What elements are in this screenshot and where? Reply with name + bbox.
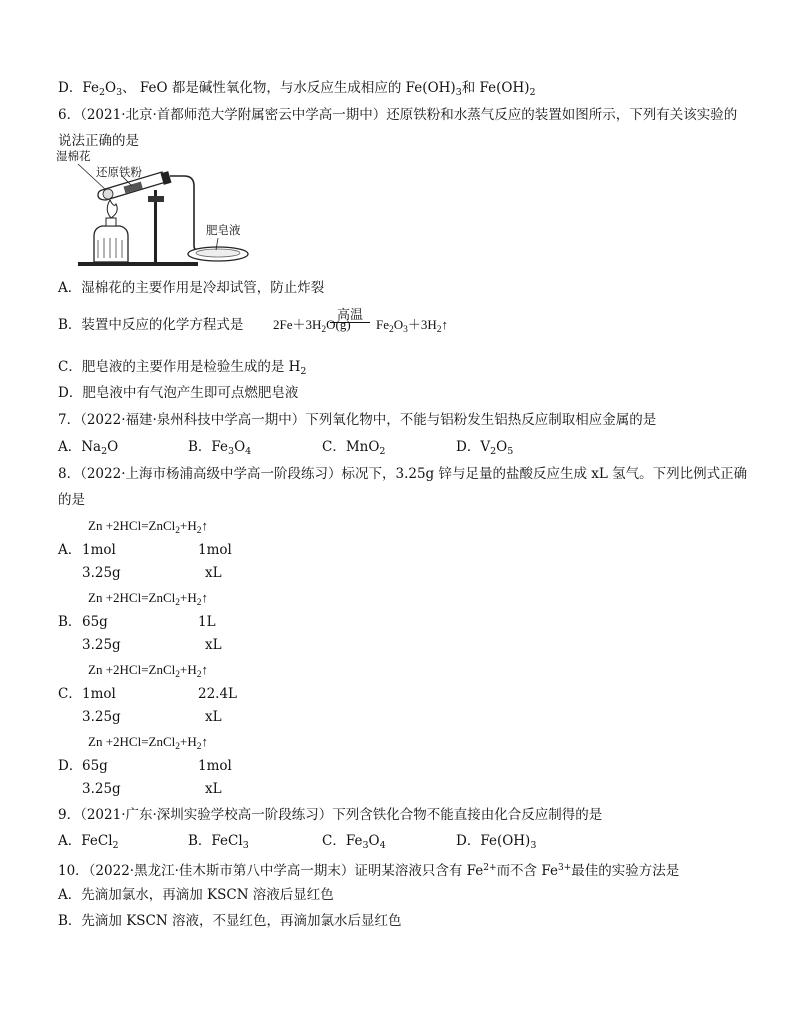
q6b-lhs: 2Fe＋3H [273, 317, 322, 332]
q7b: B．Fe [188, 439, 229, 455]
q6b-prefix: B．装置中反应的化学方程式是 [58, 317, 244, 333]
clamp [148, 196, 164, 202]
q8-ratio-bottom-left: 3.25g [82, 709, 121, 725]
q7-option-d: D．$V_2O_5$ [456, 439, 514, 457]
sub: 2 [175, 742, 180, 752]
sub: 3 [455, 87, 462, 98]
sub: 2 [321, 325, 327, 335]
eq-h: +H [180, 590, 197, 605]
q9b: B．FeCl [188, 833, 243, 849]
q9-stem: 9．（2021·广东·深圳实验学校高一阶段练习）下列含铁化合物不能直接由化合反应制得的是 [58, 807, 603, 823]
eq-text: Zn +2HCl=ZnCl [88, 518, 176, 533]
q9-option-a [58, 832, 119, 855]
eq-h: +H [180, 734, 197, 749]
q8-ratio-top-left: 65g [82, 758, 108, 774]
sub: 2 [379, 446, 386, 457]
q5d-o: O [105, 80, 117, 96]
delivery-tube [170, 176, 216, 250]
q7-stem: 7．（2022·福建·泉州科技中学高一期中）下列氧化物中，不能与铝粉发生铝热反应制取相应金属的是 [58, 412, 657, 428]
sup: 2+ [483, 863, 497, 873]
eq-text: Zn +2HCl=ZnCl [88, 734, 176, 749]
q7-option-b: B．$Fe_3O_4$ [188, 439, 252, 457]
q8-ratio-top-right: 1mol [198, 542, 232, 558]
q8-ratio-bottom-left: 3.25g [82, 637, 121, 653]
q8-equation [88, 589, 208, 612]
sub: 2 [98, 87, 105, 98]
q6b-reaction-line [330, 322, 370, 323]
q7-option-c [322, 438, 385, 461]
q8-ratio-top-left: 65g [82, 614, 108, 630]
q10-stem-a: 10．（2022·黑龙江·佳木斯市第八中学高一期末）证明某溶液只含有 Fe [58, 863, 484, 879]
q6b-rhs2: O [393, 317, 404, 332]
q9c: C．Fe [322, 833, 363, 849]
q5-option-d [58, 79, 536, 102]
q8-equation [88, 661, 208, 684]
eq-h: +H [180, 662, 197, 677]
sub: 3 [403, 325, 408, 335]
gas-arrow: ↑ [201, 734, 208, 749]
sub: 4 [245, 446, 252, 457]
q6-option-d: D．肥皂液中有气泡产生即可点燃肥皂液 [58, 385, 299, 401]
q6b-equation-rhs [376, 316, 448, 339]
gas-arrow: ↑ [201, 662, 208, 677]
sub: 4 [379, 840, 386, 851]
sub: 2 [101, 446, 108, 457]
q9d: D．Fe(OH) [456, 833, 531, 849]
q8-stem-line2: 的是 [58, 492, 85, 508]
q10-stem-b: 而不含 Fe [496, 863, 558, 879]
q8-ratio-top-left: 1mol [82, 542, 116, 558]
q6b-lhs2: O(g) [326, 317, 351, 332]
q7-option-a: A．$Na_2O$ [58, 439, 119, 457]
q10-stem-c: 最佳的实验方法是 [571, 863, 680, 879]
sub: 2 [175, 598, 180, 608]
q6b-condition-high-temp: 高温 [337, 308, 364, 323]
q6b-rhs3: ＋3H [407, 317, 437, 332]
q8-option-letter: A． [58, 542, 82, 558]
q7c: C．MnO [322, 439, 380, 455]
q6-option-c [58, 358, 306, 381]
q8-stem-line1: 8．（2022·上海市杨浦高级中学高一阶段练习）标况下，3.25g 锌与足量的盐酸反应生成 xL 氢气。下列比例式正确 [58, 466, 748, 482]
gas-arrow: ↑ [201, 590, 208, 605]
q10-option-a: A．先滴加氯水，再滴加 KSCN 溶液后显红色 [58, 887, 334, 903]
q5d-text2: 和 Fe(OH) [461, 80, 530, 96]
sub: 2 [175, 526, 180, 536]
sup: 3+ [557, 863, 572, 873]
q8-ratio-top-left: 1mol [82, 686, 116, 702]
q8-ratio-bottom-left: 3.25g [82, 781, 121, 797]
sub: 3 [362, 840, 369, 851]
sub: 2 [175, 670, 180, 680]
alcohol-lamp [94, 226, 128, 262]
q9a: A．FeCl [58, 833, 113, 849]
sub: 3 [228, 446, 235, 457]
q9-option-b [188, 832, 249, 855]
label-soap-solution: 肥皂液 [206, 223, 241, 237]
q6-option-b [58, 316, 243, 334]
q9-option-c: C．$Fe_3O_4$ [322, 833, 386, 851]
eq-text: Zn +2HCl=ZnCl [88, 662, 176, 677]
q7d: D．V [456, 439, 491, 455]
sub: 3 [242, 840, 249, 851]
sub: 2 [490, 446, 497, 457]
flame [107, 200, 117, 218]
q5d-text: 、 FeO 都是碱性氧化物，与水反应生成相应的 Fe(OH) [122, 80, 456, 96]
sub: 5 [507, 446, 514, 457]
q8-ratio-top-right: 1L [198, 614, 216, 630]
sub: 2 [196, 526, 202, 536]
apparatus-drawing [58, 150, 258, 272]
sub: 3 [530, 840, 537, 851]
gas-arrow: ↑ [201, 518, 208, 533]
q6b-rhs: Fe [376, 317, 389, 332]
q6-stem-line1: 6．（2021·北京·首都师范大学附属密云中学高一期中）还原铁粉和水蒸气反应的装置如图所示，下列有关该实验的 [58, 107, 738, 123]
sub: 2 [196, 598, 202, 608]
q8-ratio-top-right: 22.4L [198, 686, 238, 702]
q8-ratio-bottom-right: xL [205, 709, 222, 725]
sub: 2 [196, 670, 202, 680]
eq-h: +H [180, 518, 197, 533]
label-wet-cotton: 湿棉花 [56, 149, 91, 163]
sub: 2 [436, 325, 442, 335]
q8-option-letter: B． [58, 614, 82, 630]
q10-stem [58, 859, 679, 880]
q8-ratio-bottom-right: xL [205, 781, 222, 797]
q10-option-b: B．先滴加 KSCN 溶液，不显红色，再滴加氯水后显红色 [58, 913, 402, 929]
q8-option-letter: D． [58, 758, 83, 774]
eq-text: Zn +2HCl=ZnCl [88, 590, 176, 605]
sub: 2 [389, 325, 394, 335]
q8-ratio-bottom-right: xL [205, 637, 222, 653]
q6c-text: C．肥皂液的主要作用是检验生成的是 H [58, 359, 301, 375]
q5d-label: D．Fe [58, 80, 99, 96]
q6-apparatus-figure [58, 150, 258, 272]
label-iron-powder: 还原铁粉 [96, 165, 142, 179]
sub: 3 [116, 87, 123, 98]
q8-ratio-bottom-right: xL [205, 565, 222, 581]
gas-arrow: ↑ [441, 317, 449, 332]
q6-option-a: A．湿棉花的主要作用是冷却试管，防止炸裂 [58, 280, 325, 296]
sub: 2 [529, 87, 536, 98]
q8-ratio-top-right: 1mol [198, 758, 232, 774]
sub: 2 [112, 840, 119, 851]
q7a: A．Na [58, 439, 102, 455]
q6-stem-line2: 说法正确的是 [58, 133, 139, 149]
q8-equation [88, 517, 208, 540]
q9-option-d [456, 832, 536, 855]
q8-option-letter: C． [58, 686, 82, 702]
sub: 2 [196, 742, 202, 752]
q8-ratio-bottom-left: 3.25g [82, 565, 121, 581]
q8-equation [88, 733, 208, 756]
sub: 2 [300, 366, 307, 377]
